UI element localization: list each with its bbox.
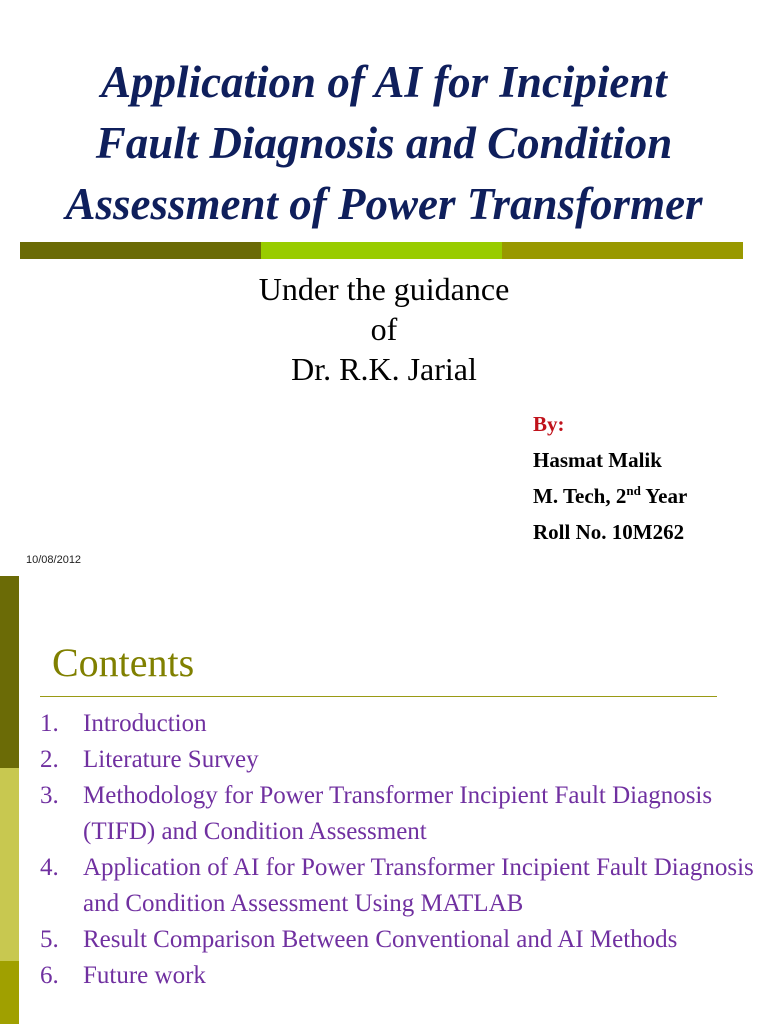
list-item	[40, 958, 760, 994]
guidance-block	[0, 269, 768, 389]
author-name: Hasmat Malik	[533, 448, 662, 472]
divider-segment-olive	[502, 242, 743, 259]
title-line: Fault Diagnosis and Condition	[95, 118, 673, 168]
item-text: Methodology for Power Transformer Incipient Fault Diagnosis (TIFD) and Condition Assessment	[83, 782, 713, 845]
divider-segment-dark	[20, 242, 261, 259]
item-text: Result Comparison Between Conventional and AI Methods	[83, 926, 678, 953]
item-text: Application of AI for Power Transformer Incipient Fault Diagnosis and Condition Assessment Using MATLAB	[83, 854, 754, 917]
by-label: By:	[533, 412, 565, 436]
title-line: Assessment of Power Transformer	[65, 179, 703, 229]
course-ordinal: nd	[626, 483, 641, 498]
course-year: Year	[640, 484, 688, 508]
sidebar-segment-olive	[0, 961, 19, 1024]
contents-list	[40, 706, 760, 994]
sidebar-segment-dark	[0, 576, 19, 768]
author-course	[533, 478, 687, 514]
contents-heading: Contents	[52, 640, 195, 685]
heading-rule	[40, 696, 717, 697]
course-text: M. Tech, 2	[533, 484, 627, 508]
list-item	[40, 778, 760, 850]
item-text: Introduction	[83, 710, 207, 737]
item-number: 3.	[40, 782, 59, 809]
item-number: 2.	[40, 746, 59, 773]
item-text: Literature Survey	[83, 746, 259, 773]
title-divider-bar	[20, 242, 743, 259]
item-text: Future work	[83, 962, 206, 989]
slide-date: 10/08/2012	[26, 554, 82, 566]
divider-segment-light	[261, 242, 502, 259]
presentation-title	[0, 52, 768, 235]
item-number: 6.	[40, 962, 59, 989]
guidance-line: of	[370, 311, 398, 347]
author-block	[533, 406, 687, 550]
list-item	[40, 922, 760, 958]
list-item	[40, 706, 760, 742]
sidebar-segment-light	[0, 768, 19, 961]
contents-slide	[0, 576, 768, 1024]
sidebar-accent	[0, 576, 19, 1024]
item-number: 5.	[40, 926, 59, 953]
item-number: 4.	[40, 854, 59, 881]
list-item	[40, 850, 760, 922]
item-number: 1.	[40, 710, 59, 737]
title-line: Application of AI for Incipient	[101, 57, 667, 107]
list-item	[40, 742, 760, 778]
guidance-line: Under the guidance	[258, 271, 510, 307]
roll-number: Roll No. 10M262	[533, 520, 685, 544]
guide-name: Dr. R.K. Jarial	[291, 351, 477, 387]
